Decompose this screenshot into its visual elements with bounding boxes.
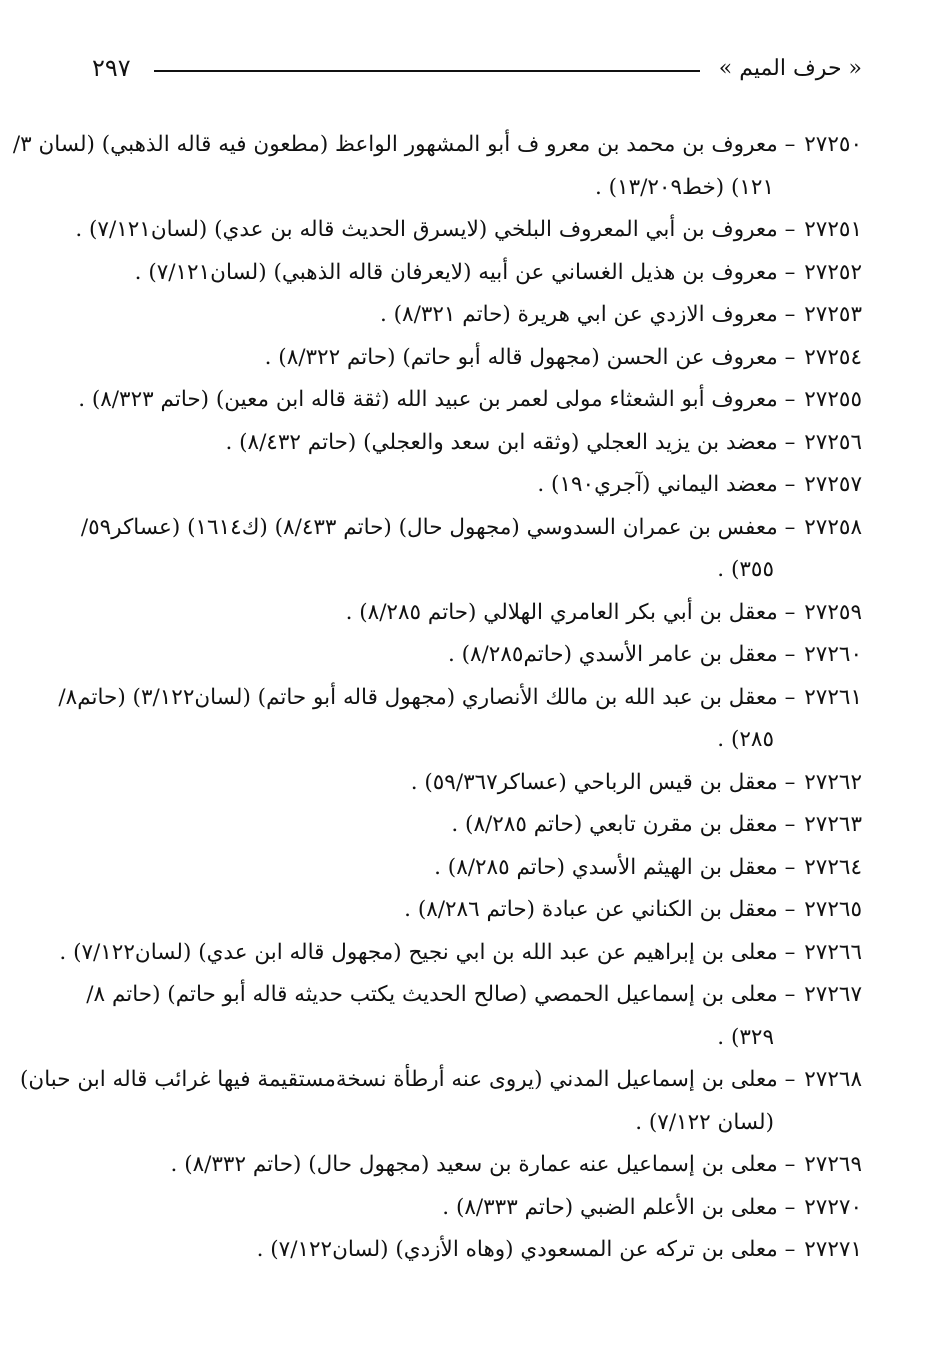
entry [20, 1059, 862, 1144]
entry-number: ٢٧٢٦١ [804, 684, 862, 710]
entry-dash: – [777, 939, 803, 965]
header-rule [154, 70, 700, 72]
entry-number: ٢٧٢٧٠ [804, 1194, 862, 1220]
entry-continuation-line [72, 167, 862, 210]
entry [72, 889, 862, 932]
entry-continuation-line [72, 1017, 862, 1060]
entry-text: معضد بن يزيد العجلي (وثقه ابن سعد والعجلي) (حاتم ٨/٤٣٢) . [225, 429, 778, 455]
entry-number: ٢٧٢٥٧ [804, 472, 862, 497]
entry-text: ٣٢٩) . [717, 1024, 774, 1050]
entry-text: ٢٨٥) . [717, 727, 774, 752]
entry-number: ٢٧٢٥٣ [804, 302, 862, 327]
entry-number: ٢٧٢٥١ [804, 217, 862, 242]
entry-number: ٢٧٢٦٧ [804, 982, 862, 1007]
entry-line [72, 1229, 862, 1272]
entry-dash: – [777, 387, 803, 412]
entry-text: معقل بن مقرن تابعي (حاتم ٨/٢٨٥) . [451, 812, 778, 837]
entry [72, 1229, 862, 1272]
entry [72, 804, 862, 847]
entry-dash: – [777, 897, 803, 922]
entry-text: معلى بن إبراهيم عن عبد الله بن ابي نجيح (مجهول قاله ابن عدي) (لسان٧/١٢٢) . [59, 939, 778, 965]
entry-text: معلى بن إسماعيل عنه عمارة بن سعيد (مجهول حال) (حاتم ٨/٣٣٢) . [170, 1152, 778, 1177]
entry-line [72, 209, 862, 252]
entry-line [72, 294, 862, 337]
entry-number: ٢٧٢٥٠ [804, 132, 862, 157]
entry-dash: – [777, 599, 803, 625]
entry-text: معقل بن قيس الرباحي (عساكر٥٩/٣٦٧) . [410, 769, 778, 795]
entries-list [12, 124, 862, 1272]
entry-text: معقل بن عامر الأسدي (حاتم٨/٢٨٥) . [447, 642, 778, 667]
entry-line [72, 889, 862, 932]
entry [72, 379, 862, 422]
entry-line [72, 422, 862, 465]
entry-continuation-line [72, 549, 862, 592]
entry-number: ٢٧٢٥٢ [804, 259, 862, 285]
entry [72, 507, 862, 592]
entry-number: ٢٧٢٥٦ [804, 429, 862, 455]
entry-text: معروف أبو الشعثاء مولى لعمر بن عبيد الله (ثقة قاله ابن معين) (حاتم ٨/٣٢٣) . [78, 387, 778, 412]
entry-dash: – [777, 684, 803, 710]
entry-dash: – [777, 812, 803, 837]
entry [72, 974, 862, 1059]
entry-line [72, 974, 862, 1017]
entry [72, 252, 862, 295]
entry-number: ٢٧٢٥٤ [804, 344, 862, 370]
entry-dash: – [777, 259, 803, 285]
page-number: ٢٩٧ [92, 54, 131, 82]
entry-text: معضد اليماني (آجري١٩٠) . [537, 472, 778, 497]
entry-text: معروف بن محمد بن معرو ف أبو المشهور الواعظ (مطعون فيه قاله الذهبي) (لسان ٣/ [12, 132, 778, 157]
entry-dash: – [777, 642, 803, 667]
entry-text: ١٢١) (خط١٣/٢٠٩) . [594, 174, 774, 200]
entry [72, 634, 862, 677]
entry-number: ٢٧٢٦٨ [804, 1067, 862, 1092]
entry [12, 124, 862, 209]
entry [72, 762, 862, 805]
entry-number: ٢٧٢٧١ [804, 1237, 862, 1262]
entry-text: معقل بن الكناني عن عبادة (حاتم ٨/٢٨٦) . [404, 897, 778, 922]
entry-line [72, 464, 862, 507]
entry-dash: – [777, 769, 803, 795]
entry-dash: – [777, 1237, 803, 1262]
entry-line [59, 932, 862, 975]
entry-line [72, 252, 862, 295]
entry-text: معقل بن عبد الله بن مالك الأنصاري (مجهول قاله أبو حاتم) (لسان٣/١٢٢) (حاتم٨/ [58, 684, 778, 710]
entry [72, 337, 862, 380]
entry-line [72, 507, 862, 550]
entry-dash: – [777, 854, 803, 880]
entry-continuation-line [72, 719, 862, 762]
entry-number: ٢٧٢٦٠ [804, 642, 862, 667]
entry-dash: – [777, 1067, 803, 1092]
entry-number: ٢٧٢٦٦ [804, 939, 862, 965]
entry-text: معقل بن الهيثم الأسدي (حاتم ٨/٢٨٥) . [434, 854, 778, 880]
entry-text: معلى بن إسماعيل الحمصي (صالح الحديث يكتب حديثه قاله أبو حاتم) (حاتم ٨/ [86, 982, 778, 1007]
entry-text: (لسان ٧/١٢٢) . [635, 1109, 774, 1135]
entry-number: ٢٧٢٦٩ [804, 1152, 862, 1177]
entry-line [72, 847, 862, 890]
entry-continuation-line [72, 1102, 862, 1145]
entry-number: ٢٧٢٦٤ [804, 854, 862, 880]
entry [72, 1144, 862, 1187]
entry-dash: – [777, 1194, 803, 1220]
entry-dash: – [777, 217, 803, 242]
entry-number: ٢٧٢٦٢ [804, 769, 862, 795]
page-header [92, 52, 862, 92]
entry [72, 847, 862, 890]
entry-number: ٢٧٢٥٥ [804, 387, 862, 412]
entry-line [20, 1059, 862, 1102]
entry-dash: – [777, 429, 803, 455]
entry-dash: – [777, 302, 803, 327]
entry [59, 932, 862, 975]
entry-line [72, 1187, 862, 1230]
entry-line [58, 677, 862, 720]
entry-text: معلى بن تركه عن المسعودي (وهاه الأزدي) (لسان٧/١٢٢) . [256, 1237, 778, 1262]
entry-text: معروف الازدي عن ابي هريرة (حاتم ٨/٣٢١) . [379, 302, 778, 327]
entry [58, 677, 862, 762]
entry [72, 592, 862, 635]
entry-line [72, 592, 862, 635]
entry-dash: – [777, 472, 803, 497]
entry [72, 422, 862, 465]
entry-line [72, 634, 862, 677]
entry-dash: – [777, 982, 803, 1007]
entry [72, 1187, 862, 1230]
entry-number: ٢٧٢٦٥ [804, 897, 862, 922]
entry-number: ٢٧٢٥٩ [804, 599, 862, 625]
entry-text: معقل بن أبي بكر العامري الهلالي (حاتم ٨/٢٨٥) . [345, 599, 778, 625]
entry-text: معروف بن هذيل الغساني عن أبيه (لايعرفان قاله الذهبي) (لسان٧/١٢١) . [134, 259, 778, 285]
entry [72, 464, 862, 507]
chapter-title: « حرف الميم » [718, 56, 862, 81]
entry-line [72, 762, 862, 805]
entry-text: معفس بن عمران السدوسي (مجهول حال) (حاتم ٨/٤٣٣) (ك١٦١٤) (عساكر٥٩/ [80, 514, 778, 540]
entry [72, 294, 862, 337]
entry-text: ٣٥٥) . [717, 557, 774, 582]
entry-dash: – [777, 132, 803, 157]
entry-line [72, 379, 862, 422]
entry-text: معروف بن أبي المعروف البلخي (لايسرق الحديث قاله بن عدي) (لسان٧/١٢١) . [75, 217, 778, 242]
entry-line [72, 804, 862, 847]
entry-line [72, 337, 862, 380]
entry-number: ٢٧٢٥٨ [804, 514, 862, 540]
entry-dash: – [777, 1152, 803, 1177]
entry-text: معلى بن إسماعيل المدني (يروى عنه أرطأة نسخةمستقيمة فيها غرائب قاله ابن حبان) [20, 1067, 778, 1092]
entry-number: ٢٧٢٦٣ [804, 812, 862, 837]
entry-dash: – [777, 514, 803, 540]
entry-text: معروف عن الحسن (مجهول قاله أبو حاتم) (حاتم ٨/٣٢٢) . [264, 344, 778, 370]
entry-text: معلى بن الأعلم الضبي (حاتم ٨/٣٣٣) . [442, 1194, 778, 1220]
entry-line [72, 1144, 862, 1187]
entry [72, 209, 862, 252]
entry-dash: – [777, 344, 803, 370]
entry-line [12, 124, 862, 167]
